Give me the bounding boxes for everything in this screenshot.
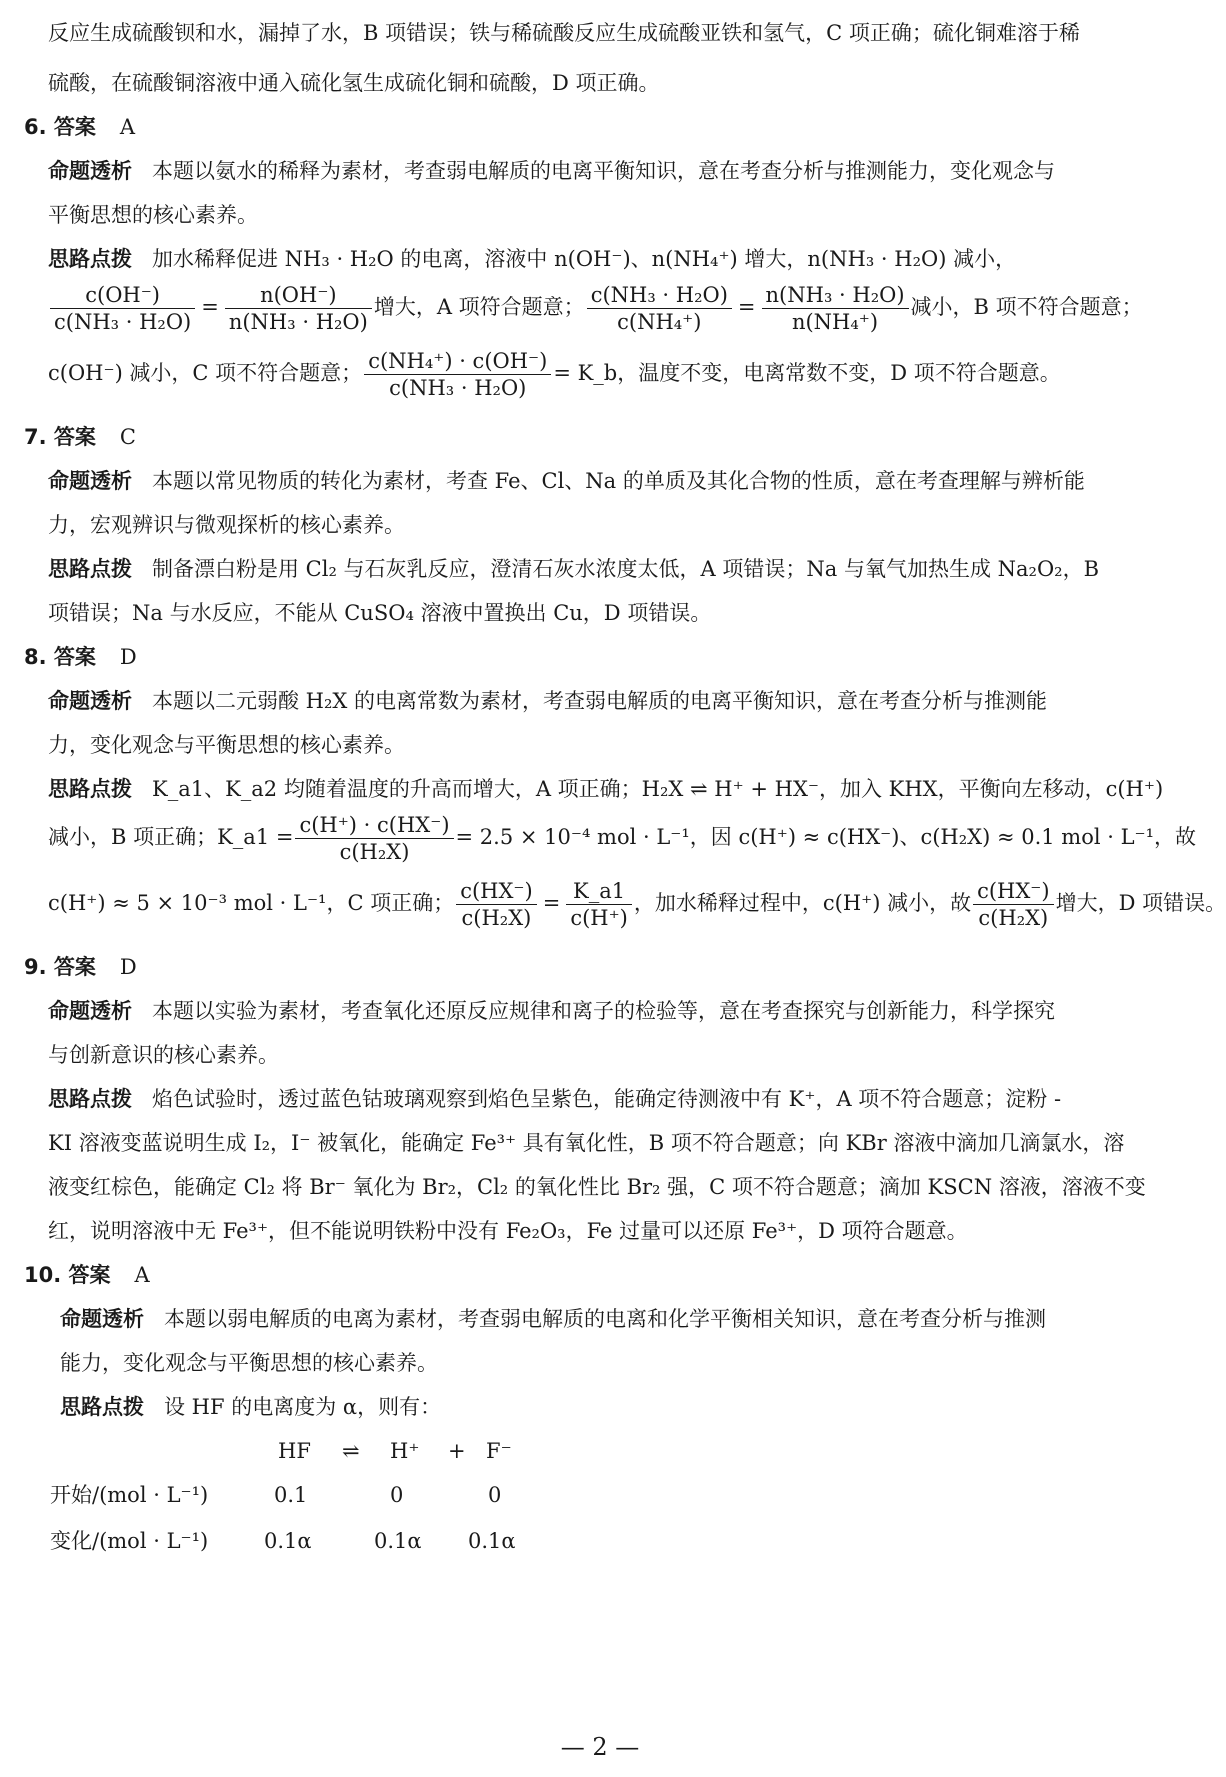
text-line	[48, 466, 1085, 496]
formula-line: 减小，B 项正确；K_a1 = $\frac{c(H^+) \cdot c(HX^-)}{\text{c(H₂X)}}$ = 2.5 × 10⁻⁴ mol · L⁻¹，因 c(H⁺) ≈ c(HX⁻)、c(H₂X) ≈ 0.1 mol · L⁻¹，故	[48, 813, 1197, 864]
page-number: — 2 —	[560, 1733, 640, 1761]
text-line	[60, 1392, 441, 1422]
text-line: KI 溶液变蓝说明生成 I₂，I⁻ 被氧化，能确定 Fe³⁺ 具有氧化性，B 项不符合题意；向 KBr 溶液中滴加几滴氯水，溶	[48, 1131, 1125, 1155]
text-line: 红，说明溶液中无 Fe³⁺，但不能说明铁粉中没有 Fe₂O₃，Fe 过量可以还原 Fe³⁺，D 项符合题意。	[48, 1219, 968, 1243]
equilibrium-arrow: ⇌	[342, 1439, 360, 1463]
fraction: $\frac{c(OH^-)}{\text{c(NH₃ · H₂O)}}$	[50, 282, 195, 335]
table-cell: 0	[488, 1483, 502, 1507]
section-label: 命题透析	[48, 469, 132, 493]
text-line	[48, 774, 1163, 804]
table-cell: 0	[390, 1483, 404, 1507]
table-cell: 0.1	[274, 1483, 308, 1507]
question-7-heading	[24, 422, 136, 452]
fraction: $\frac{\text{n(NH₃ · H₂O)}}{\text{n(NH₄⁺)}}$	[762, 282, 909, 335]
text-line: 力，宏观辨识与微观探析的核心素养。	[48, 513, 405, 537]
text-line	[48, 244, 1016, 274]
section-text: 制备漂白粉是用 Cl₂ 与石灰乳反应，澄清石灰水浓度太低，A 项错误；Na 与氧气加热生成 Na₂O₂，B	[152, 557, 1100, 581]
question-9-heading	[24, 952, 137, 982]
section-text: 本题以实验为素材，考查氧化还原反应规律和离子的检验等，意在考查探究与创新能力，科学探究	[152, 999, 1055, 1023]
formula-line: c(OH⁻) 减小，C 项不符合题意； $\frac{\text{c(NH₄⁺) · c(OH⁻)}}{\text{c(NH₃ · H₂O)}}$ = K_b，温度不变，电离常数不变，D 项不符合题意。	[48, 349, 1061, 400]
answer-value: A	[134, 1263, 150, 1287]
question-number: 10. 答案	[24, 1263, 111, 1287]
fraction: $\frac{\text{c(NH₄⁺) · c(OH⁻)}}{\text{c(NH₃ · H₂O)}}$	[364, 348, 551, 401]
text-line: 力，变化观念与平衡思想的核心素养。	[48, 733, 405, 757]
answer-value: C	[119, 425, 136, 449]
section-text: 焰色试验时，透过蓝色钴玻璃观察到焰色呈紫色，能确定待测液中有 K⁺，A 项不符合题意；淀粉 -	[152, 1087, 1062, 1111]
question-number: 7. 答案	[24, 425, 96, 449]
section-label: 思路点拨	[60, 1395, 144, 1419]
fraction: $\frac{c(HX^-)}{\text{c(H₂X)}}$	[456, 878, 537, 931]
equilibrium-table	[50, 1436, 660, 1556]
table-cell: 0.1α	[374, 1529, 422, 1553]
text-line	[48, 996, 1055, 1026]
text-line	[60, 1304, 1046, 1334]
fraction: $\frac{K\_a1}{c(H^+)}$	[566, 878, 632, 931]
text-line: 反应生成硫酸钡和水，漏掉了水，B 项错误；铁与稀硫酸反应生成硫酸亚铁和氢气，C 项正确；硫化铜难溶于稀	[48, 21, 1080, 45]
fraction: $\frac{c(HX^-)}{\text{c(H₂X)}}$	[973, 878, 1054, 931]
text-line	[48, 156, 1055, 186]
table-row-label: 变化/(mol · L⁻¹)	[50, 1529, 209, 1553]
section-label: 命题透析	[48, 159, 132, 183]
fraction: $\frac{n(OH^-)}{\text{n(NH₃ · H₂O)}}$	[225, 282, 372, 335]
section-label: 命题透析	[48, 689, 132, 713]
formula-line: $\frac{c(OH^-)}{\text{c(NH₃ · H₂O)}}$ = $\frac{n(OH^-)}{\text{n(NH₃ · H₂O)}}$ 增大，A 项符合题意； $\frac{\text{c(NH₃ · H₂O)}}{\text{c(NH₄⁺)}}$ = $\frac{\text{n(NH₃ · H₂O)}}{\text{n(NH₄⁺)}}$ 减小，B 项不符合题意；	[48, 280, 1143, 335]
question-number: 8. 答案	[24, 645, 96, 669]
answer-value: A	[119, 115, 136, 139]
section-label: 命题透析	[60, 1307, 144, 1331]
section-text: 本题以二元弱酸 H₂X 的电离常数为素材，考查弱电解质的电离平衡知识，意在考查分析与推测能	[152, 689, 1048, 713]
section-label: 思路点拨	[48, 1087, 132, 1111]
answer-value: D	[119, 645, 137, 669]
section-label: 思路点拨	[48, 557, 132, 581]
section-label: 思路点拨	[48, 247, 132, 271]
text-line: 液变红棕色，能确定 Cl₂ 将 Br⁻ 氧化为 Br₂，Cl₂ 的氧化性比 Br₂ 强，C 项不符合题意；滴加 KSCN 溶液，溶液不变	[48, 1175, 1146, 1199]
text-line: 项错误；Na 与水反应，不能从 CuSO₄ 溶液中置换出 Cu，D 项错误。	[48, 601, 712, 625]
table-cell: F⁻	[486, 1439, 512, 1463]
table-cell: 0.1α	[264, 1529, 312, 1553]
table-cell: H⁺	[390, 1439, 420, 1463]
text-line: 能力，变化观念与平衡思想的核心素养。	[60, 1351, 438, 1375]
text-line	[48, 1084, 1061, 1114]
text-line: 与创新意识的核心素养。	[48, 1043, 279, 1067]
formula-line: c(H⁺) ≈ 5 × 10⁻³ mol · L⁻¹，C 项正确； $\frac{c(HX^-)}{\text{c(H₂X)}}$ = $\frac{K\_a1}{c(H^+)}$ ，加水稀释过程中，c(H⁺) 减小，故 $\frac{c(HX^-)}{\text{c(H₂X)}}$ 增大，D 项错误。	[48, 879, 1226, 930]
question-6-heading	[24, 112, 135, 142]
section-text: K_a1、K_a2 均随着温度的升高而增大，A 项正确；H₂X ⇌ H⁺ + HX⁻，加入 KHX，平衡向左移动，c(H⁺)	[152, 777, 1164, 801]
section-text: 本题以弱电解质的电离为素材，考查弱电解质的电离和化学平衡相关知识，意在考查分析与推测	[164, 1307, 1046, 1331]
answer-value: D	[119, 955, 137, 979]
question-number: 9. 答案	[24, 955, 96, 979]
section-text: 本题以常见物质的转化为素材，考查 Fe、Cl、Na 的单质及其化合物的性质，意在考查理解与辨析能	[152, 469, 1085, 493]
fraction: $\frac{c(H^+) \cdot c(HX^-)}{\text{c(H₂X)}}$	[295, 812, 453, 865]
section-text: 本题以氨水的稀释为素材，考查弱电解质的电离平衡知识，意在考查分析与推测能力，变化观念与	[152, 159, 1055, 183]
section-text: 加水稀释促进 NH₃ · H₂O 的电离，溶液中 n(OH⁻)、n(NH₄⁺) 增大，n(NH₃ · H₂O) 减小，	[152, 247, 1017, 271]
question-number: 6. 答案	[24, 115, 96, 139]
section-label: 思路点拨	[48, 777, 132, 801]
table-cell: +	[448, 1439, 466, 1463]
text-line	[48, 686, 1047, 716]
text-line	[48, 554, 1099, 584]
table-row-label: 开始/(mol · L⁻¹)	[50, 1483, 209, 1507]
text-line: 平衡思想的核心素养。	[48, 203, 258, 227]
table-cell: 0.1α	[468, 1529, 516, 1553]
fraction: $\frac{\text{c(NH₃ · H₂O)}}{\text{c(NH₄⁺)}}$	[587, 282, 732, 335]
section-text: 设 HF 的电离度为 α，则有：	[164, 1395, 442, 1419]
text-line: 硫酸，在硫酸铜溶液中通入硫化氢生成硫化铜和硫酸，D 项正确。	[48, 71, 660, 95]
question-10-heading	[24, 1260, 150, 1290]
section-label: 命题透析	[48, 999, 132, 1023]
question-8-heading	[24, 642, 137, 672]
table-cell: HF	[278, 1439, 311, 1463]
